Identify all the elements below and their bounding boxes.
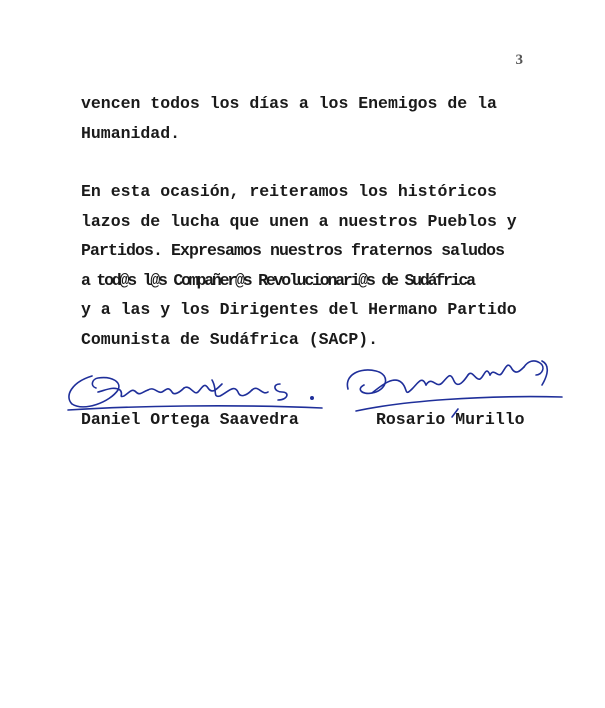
paragraph-line: Partidos. Expresamos nuestros fraternos saludos	[81, 241, 505, 260]
paragraph-line: En esta ocasión, reiteramos los históricos	[81, 182, 497, 201]
paragraph-closing	[81, 89, 541, 148]
signer-name-rosario-murillo: Rosario Murillo	[376, 410, 525, 429]
signer-name-daniel-ortega: Daniel Ortega Saavedra	[81, 410, 299, 429]
paragraph-line: Comunista de Sudáfrica (SACP).	[81, 329, 379, 349]
paragraph-line: y a las y los Dirigentes del Hermano Partido	[81, 300, 517, 319]
paragraph-greetings	[81, 177, 541, 354]
paragraph-line: Humanidad.	[81, 123, 181, 143]
page-number: 3	[515, 52, 523, 68]
paragraph-line: lazos de lucha que unen a nuestros Pueblos y	[81, 211, 517, 231]
paragraph-line: vencen todos los días a los Enemigos de la	[81, 94, 497, 113]
paragraph-line: a tod@s l@s Compañer@s Revolucionari@s de Sudáfrica	[81, 270, 474, 290]
